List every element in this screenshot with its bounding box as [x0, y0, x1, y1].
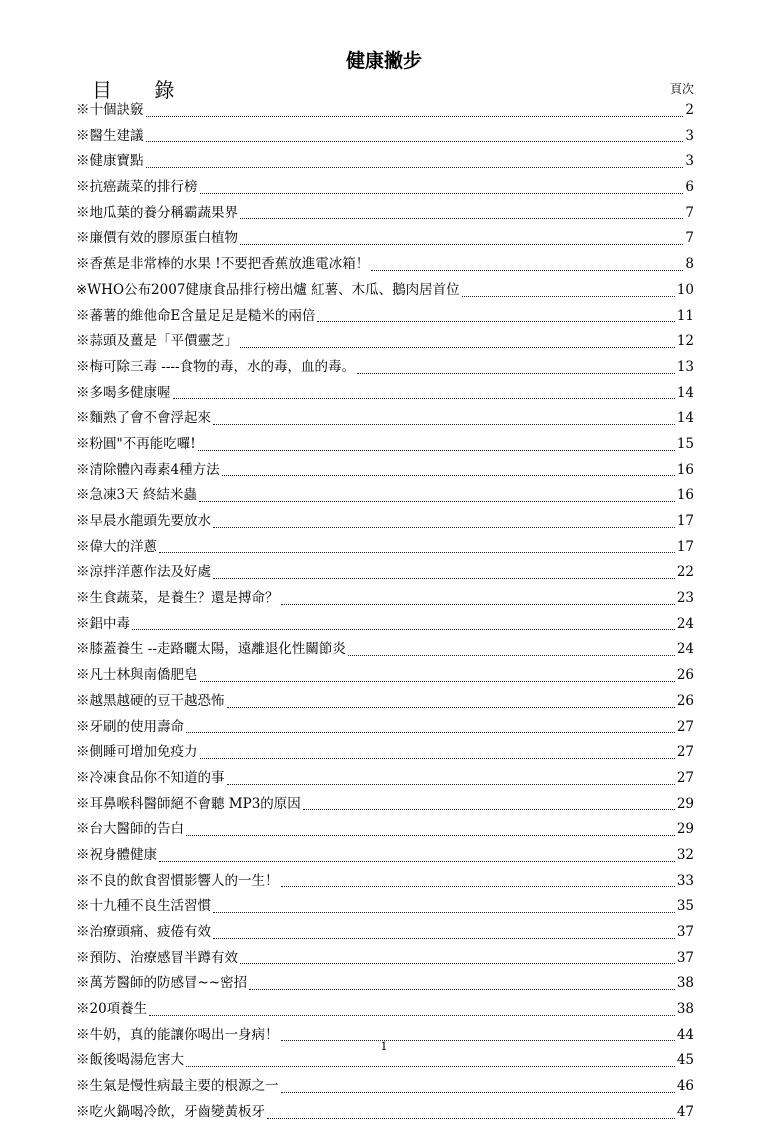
toc-entry-title: ※生食蔬菜，是養生？還是搏命？ — [76, 590, 279, 607]
toc-entry[interactable] — [76, 124, 694, 150]
dot-leader — [186, 1066, 675, 1067]
dot-leader — [132, 629, 675, 630]
toc-entry[interactable] — [76, 175, 694, 201]
toc-entry-title: ※牛奶，真的能讓你喝出一身病！ — [76, 1026, 279, 1043]
toc-entry-title: ※耳鼻喉科醫師絕不會聽 MP3的原因 — [76, 795, 301, 812]
toc-entry[interactable] — [76, 637, 694, 663]
dot-leader — [213, 527, 675, 528]
dot-leader — [240, 218, 683, 219]
toc-entry[interactable] — [76, 766, 694, 792]
toc-entry-page: 7 — [685, 204, 694, 221]
toc-entry-page: 6 — [685, 179, 694, 196]
dot-leader — [240, 244, 683, 245]
dot-leader — [213, 578, 675, 579]
toc-entry-page: 29 — [676, 795, 694, 812]
toc-entry-title: ※台大醫師的告白 — [76, 821, 184, 838]
toc-entry-title: ※涼拌洋蔥作法及好處 — [76, 564, 211, 581]
toc-entry[interactable] — [76, 560, 694, 586]
toc-entry-page: 2 — [685, 102, 694, 118]
toc-entry-title: ※梅可除三毒 ----食物的毒，水的毒，血的毒。 — [76, 358, 356, 375]
toc-entry-title: ※冷凍食品你不知道的事 — [76, 769, 225, 786]
dot-leader — [186, 835, 675, 836]
toc-entry-title: ※清除體內毒素4種方法 — [76, 461, 220, 478]
toc-entry[interactable] — [76, 535, 694, 561]
toc-entry-page: 44 — [676, 1026, 694, 1043]
toc-entry-page: 26 — [676, 667, 694, 684]
toc-entry-title: ※祝身體健康 — [76, 846, 157, 863]
toc-entry[interactable] — [76, 792, 694, 818]
toc-entry[interactable] — [76, 586, 694, 612]
toc-entry[interactable] — [76, 715, 694, 741]
toc-entry-page: 13 — [676, 358, 694, 375]
dot-leader — [357, 373, 675, 374]
toc-entry-page: 17 — [676, 538, 694, 555]
toc-entry[interactable] — [76, 920, 694, 946]
dot-leader — [200, 193, 684, 194]
toc-entry-title: ※膝蓋養生 --走路曬太陽，遠離退化性關節炎 — [76, 641, 346, 658]
toc-entry-title: ※早晨水龍頭先要放水 — [76, 513, 211, 529]
page-column-label: 頁次 — [669, 82, 694, 96]
dot-leader — [222, 475, 675, 476]
toc-entry-page: 27 — [676, 769, 694, 786]
toc-entry-page: 14 — [676, 410, 694, 427]
toc-entry[interactable] — [76, 98, 694, 124]
toc-entry-page: 27 — [676, 718, 694, 735]
toc-entry-title: ※凡士林與南僑肥皂 — [76, 667, 198, 684]
toc-entry-title: ※偉大的洋蔥 — [76, 538, 157, 555]
toc-entry-title: ※醫生建議 — [76, 127, 144, 144]
toc-entry[interactable] — [76, 406, 694, 432]
toc-entry-page: 10 — [676, 281, 694, 298]
toc-entry[interactable] — [76, 278, 694, 304]
dot-leader — [146, 116, 684, 117]
toc-entry-page: 15 — [676, 435, 694, 452]
dot-leader — [159, 861, 675, 862]
toc-entry-title: ※預防、治療感冒半蹲有效 — [76, 949, 238, 966]
toc-entry-page: 16 — [676, 487, 694, 504]
toc-entry-title: ※多喝多健康喔 — [76, 384, 171, 401]
toc-entry-title: ※香蕉是非常棒的水果 !不要把香蕉放進電冰箱！ — [76, 256, 370, 273]
toc-entry[interactable] — [76, 509, 694, 535]
dot-leader — [213, 912, 675, 913]
toc-entry[interactable] — [76, 381, 694, 407]
toc-entry[interactable] — [76, 971, 694, 997]
dot-leader — [281, 1092, 675, 1093]
toc-entry[interactable] — [76, 329, 694, 355]
toc-entry[interactable] — [76, 149, 694, 175]
toc-entry-page: 37 — [676, 949, 694, 966]
dot-leader — [303, 809, 675, 810]
dot-leader — [213, 938, 675, 939]
toc-entry[interactable] — [76, 483, 694, 509]
toc-entry-title: ※生氣是慢性病最主要的根源之一 — [76, 1078, 279, 1095]
toc-entry-page: 17 — [676, 513, 694, 529]
toc-entry-page: 11 — [676, 307, 694, 324]
toc-entry-title: ※鋁中毒 — [76, 615, 130, 632]
toc-entry-title: ※飯後喝湯危害大 — [76, 1052, 184, 1069]
dot-leader — [348, 655, 675, 656]
dot-leader — [149, 1015, 675, 1016]
toc-entry[interactable] — [76, 740, 694, 766]
dot-leader — [146, 141, 684, 142]
toc-entry[interactable] — [76, 1100, 694, 1126]
toc-entry-title: ※蒜頭及薑是「平價靈芝」 — [76, 333, 238, 350]
dot-leader — [267, 1118, 675, 1119]
toc-entry[interactable] — [76, 355, 694, 381]
toc-entry-page: 24 — [676, 615, 694, 632]
toc-entry-title: ※急凍3天 終結米蟲 — [76, 487, 197, 504]
dot-leader — [240, 963, 675, 964]
toc-entry-page: 38 — [676, 1001, 694, 1018]
toc-label: 目 錄 — [92, 78, 193, 102]
toc-entry-page: 14 — [676, 384, 694, 401]
toc-entry-page: 33 — [676, 872, 694, 889]
toc-entry-title: ※十九種不良生活習慣 — [76, 898, 211, 915]
dot-leader — [199, 501, 675, 502]
toc-entry[interactable] — [76, 689, 694, 715]
toc-entry[interactable] — [76, 304, 694, 330]
dot-leader — [249, 989, 675, 990]
toc-entry-page: 24 — [676, 641, 694, 658]
toc-entry[interactable] — [76, 201, 694, 227]
toc-entry-title: ※治療頭痛、疲倦有效 — [76, 924, 211, 940]
toc-entry[interactable] — [76, 843, 694, 869]
toc-entry-title: ※萬芳醫師的防感冒~~密招 — [76, 975, 248, 992]
dot-leader — [227, 707, 675, 708]
dot-leader — [462, 296, 675, 297]
toc-header — [92, 74, 694, 100]
dot-leader — [173, 398, 675, 399]
toc-entry-page: 16 — [676, 461, 694, 478]
toc-entry-page: 38 — [676, 975, 694, 992]
dot-leader — [198, 450, 675, 451]
toc-entry-page: 29 — [676, 821, 694, 838]
dot-leader — [240, 347, 675, 348]
dot-leader — [281, 886, 675, 887]
toc-entry-title: ※吃火鍋喝冷飲，牙齒變黃板牙 — [76, 1103, 265, 1120]
dot-leader — [213, 424, 675, 425]
toc-entry[interactable] — [76, 869, 694, 895]
toc-entry[interactable] — [76, 612, 694, 638]
toc-entry-page: 45 — [676, 1052, 694, 1069]
toc-entry-title: ※牙刷的使用壽命 — [76, 718, 184, 735]
toc-entry-title: ※十個訣竅 — [76, 102, 144, 118]
toc-entry-page: 23 — [676, 590, 694, 607]
toc-entry-page: 32 — [676, 846, 694, 863]
toc-entry-page: 46 — [676, 1078, 694, 1095]
toc-entry-title: ※側睡可增加免疫力 — [76, 744, 198, 761]
toc-entry[interactable] — [76, 252, 694, 278]
toc-entry-title: ※蕃薯的維他命E含量足足是糙米的兩倍 — [76, 307, 316, 324]
toc-entry-title: ※廉價有效的膠原蛋白植物 — [76, 230, 238, 247]
toc-entry[interactable] — [76, 894, 694, 920]
page-number: 1 — [380, 1040, 388, 1053]
toc-entry[interactable] — [76, 817, 694, 843]
toc-entry-page: 12 — [676, 333, 694, 350]
toc-entry-title: ※麵熟了會不會浮起來 — [76, 410, 211, 427]
toc-entry-page: 3 — [685, 127, 694, 144]
toc-entry-page: 27 — [676, 744, 694, 761]
toc-entry-page: 47 — [676, 1103, 694, 1120]
toc-entry-title: ※WHO公布2007健康食品排行榜出爐 紅薯、木瓜、鵝肉居首位 — [76, 281, 460, 298]
toc-entry-page: 26 — [676, 692, 694, 709]
toc-entry[interactable] — [76, 946, 694, 972]
toc-entry-page: 22 — [676, 564, 694, 581]
dot-leader — [281, 604, 675, 605]
toc-entry-page: 3 — [685, 153, 694, 170]
dot-leader — [371, 270, 683, 271]
toc-entry-title: ※粉圓"不再能吃囉! — [76, 435, 196, 452]
toc-entry-title: ※不良的飲食習慣影響人的一生！ — [76, 872, 279, 889]
dot-leader — [200, 758, 675, 759]
toc-entry-title: ※健康寶點 — [76, 153, 144, 170]
toc-entry[interactable] — [76, 458, 694, 484]
document-title: 健康撇步 — [345, 50, 422, 72]
dot-leader — [146, 167, 684, 168]
toc-entry-page: 37 — [676, 924, 694, 940]
table-of-contents — [76, 98, 694, 1126]
dot-leader — [227, 784, 675, 785]
toc-entry[interactable] — [76, 432, 694, 458]
toc-entry-page: 7 — [685, 230, 694, 247]
toc-entry-title: ※抗癌蔬菜的排行榜 — [76, 179, 198, 196]
dot-leader — [159, 552, 675, 553]
toc-entry-title: ※20項養生 — [76, 1001, 148, 1018]
toc-entry[interactable] — [76, 226, 694, 252]
dot-leader — [317, 321, 674, 322]
toc-entry-title: ※地瓜葉的養分稱霸蔬果界 — [76, 204, 238, 221]
toc-entry-title: ※越黑越硬的豆干越恐怖 — [76, 692, 225, 709]
toc-entry[interactable] — [76, 997, 694, 1023]
toc-entry-page: 35 — [676, 898, 694, 915]
toc-entry[interactable] — [76, 663, 694, 689]
toc-entry-page: 8 — [685, 256, 694, 273]
dot-leader — [200, 681, 675, 682]
dot-leader — [186, 732, 675, 733]
